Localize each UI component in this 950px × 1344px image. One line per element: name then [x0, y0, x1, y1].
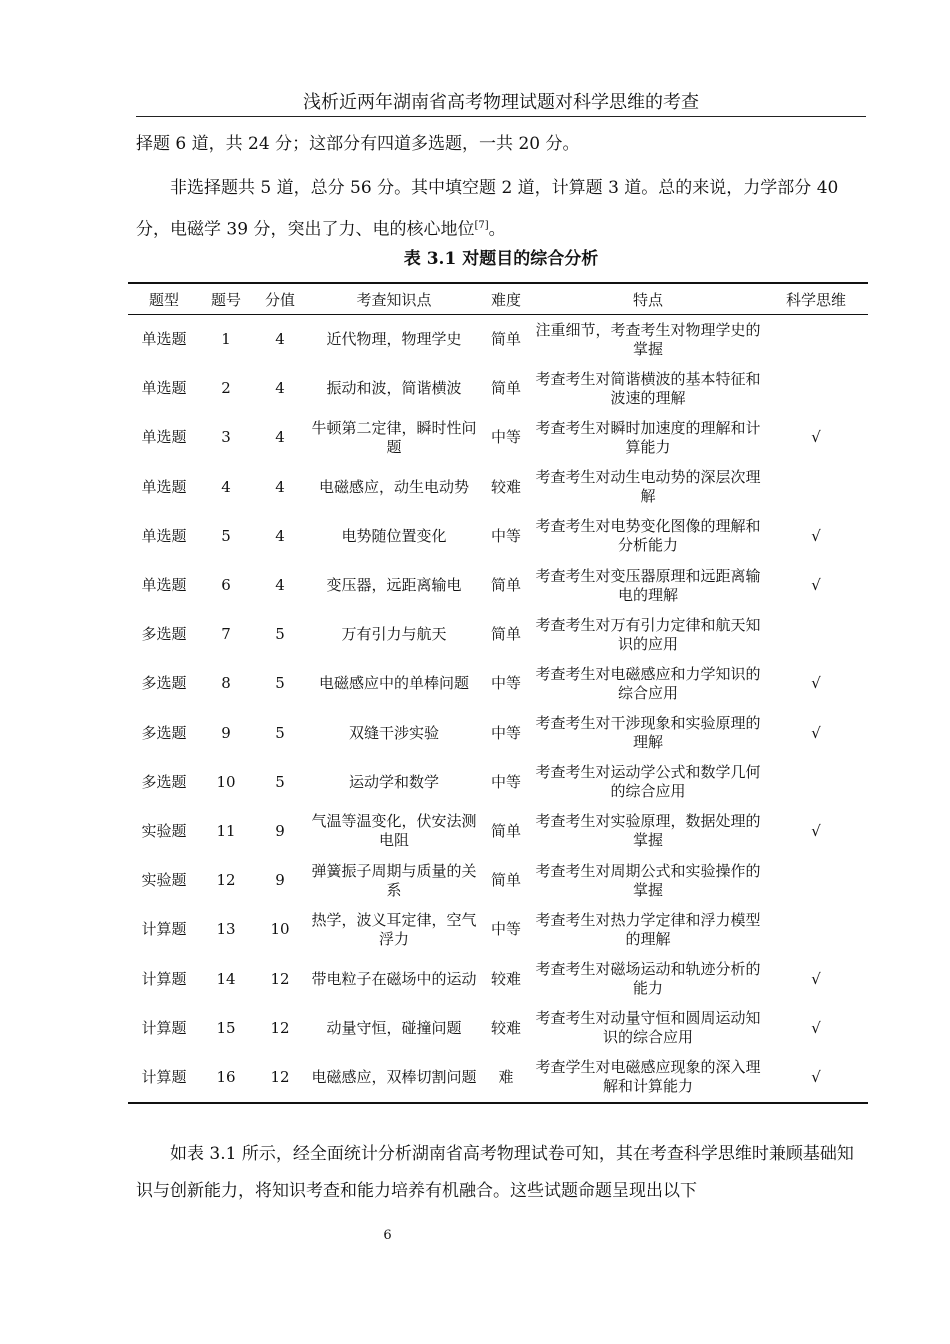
- table-row: [128, 561, 868, 610]
- question-number-cell: 7: [221, 625, 231, 644]
- question-type-cell: 多选题: [141, 723, 187, 742]
- header-cell: 特点: [632, 290, 663, 309]
- table-row: [128, 463, 868, 512]
- question-type-cell: 单选题: [141, 576, 187, 595]
- scientific-thinking-cell: √: [811, 723, 821, 742]
- knowledge-cell: 运动学和数学: [348, 772, 439, 791]
- difficulty-cell: 中等: [490, 526, 521, 545]
- table-row: [128, 807, 868, 856]
- table-caption: 表 3.1 对题目的综合分析: [403, 249, 599, 269]
- table-row: [128, 709, 868, 758]
- question-type-cell: 单选题: [141, 526, 187, 545]
- score-cell: 4: [275, 428, 285, 447]
- table-row: [128, 1053, 868, 1103]
- paragraph-text: 非选择题共 5 道，总分 56 分。其中填空题 2 道，计算题 3 道。总的来说，力学部分 40 分，电磁学 39 分，突出了力、电的核心地位: [136, 178, 839, 240]
- score-cell: 4: [275, 576, 285, 595]
- knowledge-cell: 万有引力与航天: [341, 625, 447, 644]
- feature-cell: 考查考生对简谐横波的基本特征和波速的理解: [535, 369, 761, 407]
- feature-cell: 考查考生对电势变化图像的理解和分析能力: [535, 517, 761, 555]
- scientific-thinking-cell: √: [811, 1018, 821, 1037]
- feature-cell: 考查考生对热力学定律和浮力模型的理解: [535, 910, 761, 948]
- knowledge-cell: 电势随位置变化: [341, 526, 447, 545]
- knowledge-cell: 热学，波义耳定律，空气浮力: [311, 910, 477, 948]
- table-row: [128, 905, 868, 954]
- header-cell: 难度: [490, 290, 521, 309]
- running-header: 浅析近两年湖南省高考物理试题对科学思维的考查: [136, 90, 866, 117]
- table-body: [128, 315, 868, 1104]
- question-number-cell: 9: [221, 723, 231, 742]
- knowledge-cell: 近代物理，物理学史: [326, 330, 462, 349]
- difficulty-cell: 中等: [490, 674, 521, 693]
- scientific-thinking-cell: √: [811, 576, 821, 595]
- question-type-cell: 单选题: [141, 330, 187, 349]
- difficulty-cell: 简单: [490, 379, 521, 398]
- score-cell: 12: [270, 969, 290, 988]
- scientific-thinking-cell: √: [811, 969, 821, 988]
- feature-cell: 考查考生对动生电动势的深层次理解: [535, 468, 761, 506]
- table-header-row: [128, 283, 868, 315]
- feature-cell: 注重细节，考查考生对物理学史的掌握: [535, 320, 761, 358]
- feature-cell: 考查学生对电磁感应现象的深入理解和计算能力: [535, 1058, 761, 1096]
- score-cell: 9: [275, 821, 285, 840]
- question-type-cell: 单选题: [141, 379, 187, 398]
- header-cell: 题型: [148, 290, 179, 309]
- question-number-cell: 12: [216, 871, 236, 890]
- analysis-table: [128, 282, 868, 1104]
- score-cell: 5: [275, 772, 285, 791]
- score-cell: 12: [270, 1018, 290, 1037]
- question-number-cell: 5: [221, 526, 231, 545]
- scientific-thinking-cell: [764, 610, 868, 659]
- score-cell: 5: [275, 674, 285, 693]
- scientific-thinking-cell: √: [811, 1067, 821, 1086]
- header-cell: 题号: [210, 290, 241, 309]
- score-cell: 10: [270, 920, 290, 939]
- question-type-cell: 计算题: [141, 1018, 187, 1037]
- difficulty-cell: 中等: [490, 723, 521, 742]
- score-cell: 9: [275, 871, 285, 890]
- feature-cell: 考查考生对运动学公式和数学几何的综合应用: [535, 763, 761, 801]
- feature-cell: 考查考生对动量守恒和圆周运动知识的综合应用: [535, 1009, 761, 1047]
- scientific-thinking-cell: [764, 758, 868, 807]
- knowledge-cell: 电磁感应中的单棒问题: [318, 674, 469, 693]
- score-cell: 5: [275, 625, 285, 644]
- paragraph-text: 择题 6 道，共 24 分；这部分有四道多选题，一共 20 分。: [136, 134, 580, 154]
- scientific-thinking-cell: [764, 463, 868, 512]
- table-row: [128, 954, 868, 1003]
- question-number-cell: 11: [216, 821, 236, 840]
- knowledge-cell: 双缝干涉实验: [348, 723, 439, 742]
- feature-cell: 考查考生对磁场运动和轨迹分析的能力: [535, 960, 761, 998]
- question-number-cell: 10: [216, 772, 236, 791]
- question-type-cell: 多选题: [141, 772, 187, 791]
- difficulty-cell: 中等: [490, 772, 521, 791]
- table-row: [128, 856, 868, 905]
- knowledge-cell: 动量守恒，碰撞问题: [326, 1018, 462, 1037]
- score-cell: 4: [275, 379, 285, 398]
- question-type-cell: 多选题: [141, 625, 187, 644]
- feature-cell: 考查考生对变压器原理和远距离输电的理解: [535, 566, 761, 604]
- page-number: 6: [383, 1228, 392, 1243]
- header-cell: 分值: [264, 290, 295, 309]
- question-type-cell: 计算题: [141, 1067, 187, 1086]
- table-row: [128, 659, 868, 708]
- question-type-cell: 单选题: [141, 428, 187, 447]
- difficulty-cell: 较难: [490, 969, 521, 988]
- scientific-thinking-cell: √: [811, 428, 821, 447]
- scientific-thinking-cell: √: [811, 526, 821, 545]
- knowledge-cell: 牛顿第二定律，瞬时性问题: [311, 418, 477, 456]
- question-number-cell: 1: [221, 330, 231, 349]
- paragraph-conclusion: [136, 1136, 866, 1210]
- question-type-cell: 实验题: [141, 871, 187, 890]
- feature-cell: 考查考生对瞬时加速度的理解和计算能力: [535, 418, 761, 456]
- feature-cell: 考查考生对干涉现象和实验原理的理解: [535, 714, 761, 752]
- paragraph-summary: [136, 170, 866, 249]
- question-type-cell: 计算题: [141, 920, 187, 939]
- header-cell: 科学思维: [785, 290, 846, 309]
- difficulty-cell: 中等: [490, 428, 521, 447]
- difficulty-cell: 中等: [490, 920, 521, 939]
- knowledge-cell: 电磁感应，动生电动势: [318, 477, 469, 496]
- score-cell: 5: [275, 723, 285, 742]
- score-cell: 4: [275, 477, 285, 496]
- table-row: [128, 413, 868, 462]
- question-type-cell: 实验题: [141, 821, 187, 840]
- difficulty-cell: 简单: [490, 576, 521, 595]
- question-number-cell: 16: [216, 1067, 236, 1086]
- scientific-thinking-cell: √: [811, 674, 821, 693]
- feature-cell: 考查考生对万有引力定律和航天知识的应用: [535, 615, 761, 653]
- table-row: [128, 758, 868, 807]
- feature-cell: 考查考生对实验原理，数据处理的掌握: [535, 812, 761, 850]
- scientific-thinking-cell: √: [811, 821, 821, 840]
- question-number-cell: 15: [216, 1018, 236, 1037]
- knowledge-cell: 电磁感应，双棒切割问题: [311, 1067, 477, 1086]
- paragraph-continuation: [136, 126, 866, 163]
- paragraph-text: 如表 3.1 所示，经全面统计分析湖南省高考物理试卷可知，其在考查科学思维时兼顾基础知识与创新能力，将知识考查和能力培养有机融合。这些试题命题呈现出以下: [136, 1144, 854, 1201]
- difficulty-cell: 简单: [490, 871, 521, 890]
- feature-cell: 考查考生对电磁感应和力学知识的综合应用: [535, 664, 761, 702]
- table-row: [128, 315, 868, 365]
- header-cell: 考查知识点: [356, 290, 432, 309]
- feature-cell: 考查考生对周期公式和实验操作的掌握: [535, 861, 761, 899]
- knowledge-cell: 带电粒子在磁场中的运动: [311, 969, 477, 988]
- difficulty-cell: 较难: [490, 1018, 521, 1037]
- scientific-thinking-cell: [764, 905, 868, 954]
- question-type-cell: 多选题: [141, 674, 187, 693]
- question-number-cell: 14: [216, 969, 236, 988]
- question-type-cell: 计算题: [141, 969, 187, 988]
- question-number-cell: 13: [216, 920, 236, 939]
- difficulty-cell: 较难: [490, 477, 521, 496]
- paragraph-text-end: 。: [488, 219, 506, 240]
- table-row: [128, 512, 868, 561]
- question-number-cell: 6: [221, 576, 231, 595]
- scientific-thinking-cell: [764, 315, 868, 365]
- score-cell: 4: [275, 330, 285, 349]
- question-number-cell: 4: [221, 477, 231, 496]
- scientific-thinking-cell: [764, 856, 868, 905]
- score-cell: 4: [275, 526, 285, 545]
- table-row: [128, 364, 868, 413]
- table-row: [128, 610, 868, 659]
- question-number-cell: 8: [221, 674, 231, 693]
- question-type-cell: 单选题: [141, 477, 187, 496]
- scientific-thinking-cell: [764, 364, 868, 413]
- citation-ref: [7]: [474, 220, 489, 231]
- knowledge-cell: 弹簧振子周期与质量的关系: [311, 861, 477, 899]
- difficulty-cell: 简单: [490, 330, 521, 349]
- difficulty-cell: 简单: [490, 625, 521, 644]
- knowledge-cell: 气温等温变化，伏安法测电阻: [311, 812, 477, 850]
- score-cell: 12: [270, 1067, 290, 1086]
- difficulty-cell: 简单: [490, 821, 521, 840]
- knowledge-cell: 变压器，远距离输电: [326, 576, 462, 595]
- difficulty-cell: 难: [498, 1067, 514, 1086]
- question-number-cell: 3: [221, 428, 231, 447]
- table-row: [128, 1004, 868, 1053]
- knowledge-cell: 振动和波，简谐横波: [326, 379, 462, 398]
- question-number-cell: 2: [221, 379, 231, 398]
